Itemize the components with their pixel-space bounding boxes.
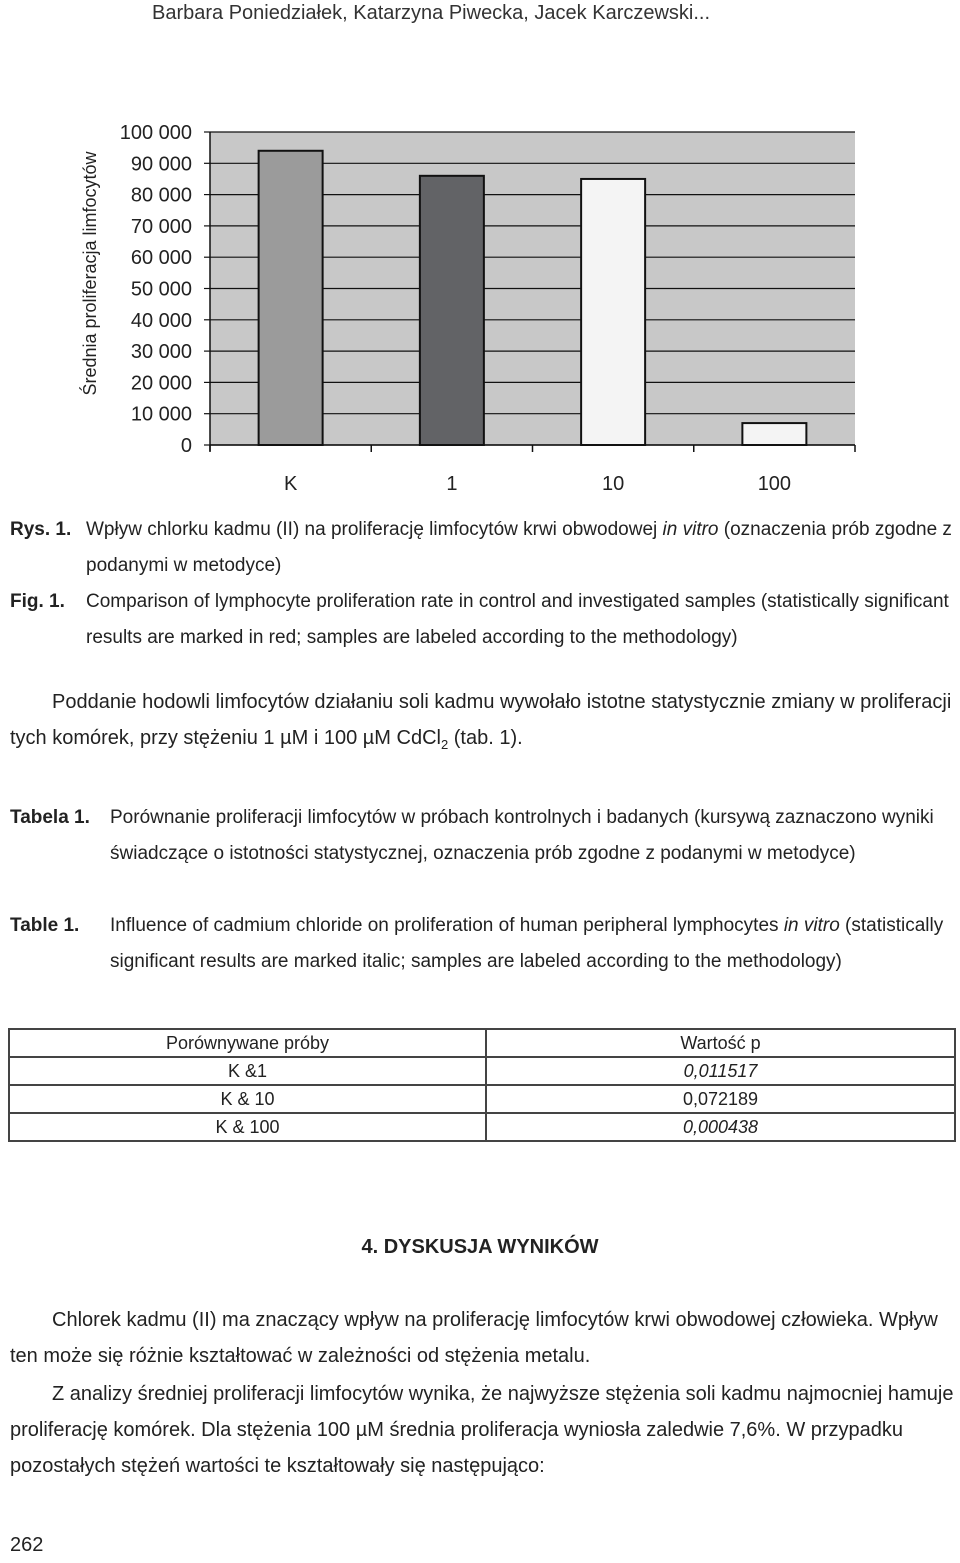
figure-text-pl: Wpływ chlorku kadmu (II) na proliferację limfocytów krwi obwodowej in vitro (oznaczenia prób zgodne z podanymi w metodyce) bbox=[86, 519, 952, 576]
y-tick-label: 100 000 bbox=[119, 122, 192, 144]
table-header-sample: Porównywane próby bbox=[9, 1029, 486, 1057]
table-cell-sample: K &1 bbox=[9, 1057, 486, 1085]
table-caption-en bbox=[10, 908, 955, 980]
table-caption-pl bbox=[10, 800, 955, 872]
bar bbox=[742, 423, 806, 445]
table-label-en: Table 1. bbox=[10, 915, 80, 936]
table-cell-sample: K & 10 bbox=[9, 1085, 486, 1113]
y-tick-label: 40 000 bbox=[130, 309, 192, 332]
figure-caption-pl bbox=[10, 512, 955, 584]
x-tick-label: 100 bbox=[757, 473, 792, 495]
x-tick-label: 10 bbox=[602, 473, 625, 495]
running-header: Barbara Poniedziałek, Katarzyna Piwecka, Jacek Karczewski... bbox=[152, 2, 711, 24]
table-text-pl: Porównanie proliferacji limfocytów w próbach kontrolnych i badanych (kursywą zaznaczono wyniki świadczące o istotności statystycznej, oznaczenia prób zgodne z podanymi w metodyce) bbox=[110, 807, 934, 864]
page-number: 262 bbox=[10, 1534, 44, 1556]
p-value-table bbox=[8, 1028, 956, 1142]
y-axis-label: Średnia proliferacja limfocytów bbox=[80, 151, 100, 396]
table-header-p: Wartość p bbox=[486, 1029, 955, 1057]
y-tick-label: 50 000 bbox=[130, 278, 192, 301]
x-tick-label: 1 bbox=[446, 473, 458, 495]
bar bbox=[420, 176, 484, 445]
table-label-pl: Tabela 1. bbox=[10, 807, 90, 828]
figure-text-en: Comparison of lymphocyte proliferation rate in control and investigated samples (statistically significant results are marked in red; samples are labeled according to the methodology) bbox=[86, 591, 949, 648]
table-cell-p: 0,011517 bbox=[486, 1057, 955, 1085]
y-tick-label: 60 000 bbox=[130, 247, 192, 270]
y-tick-label: 70 000 bbox=[130, 215, 192, 238]
y-tick-label: 30 000 bbox=[130, 341, 192, 364]
bar bbox=[581, 179, 645, 445]
table-row bbox=[9, 1057, 955, 1085]
table-cell-sample: K & 100 bbox=[9, 1113, 486, 1141]
discussion-paragraph-2: Z analizy średniej proliferacji limfocytów wynika, że najwyższe stężenia soli kadmu najmocniej hamuje proliferację komórek. Dla stężenia 100 µM średnia proliferacja wyniosła zaledwie 7,6%. W przypadku pozostałych stężeń wartości te kształtowały się następująco: bbox=[10, 1383, 954, 1477]
table-cell-p: 0,072189 bbox=[486, 1085, 955, 1113]
table-header-row bbox=[9, 1029, 955, 1057]
section-title: 4. DYSKUSJA WYNIKÓW bbox=[361, 1236, 599, 1258]
table-cell-p: 0,000438 bbox=[486, 1113, 955, 1141]
paragraph-results: Poddanie hodowli limfocytów działaniu soli kadmu wywołało istotne statystycznie zmiany w proliferacji tych komórek, przy stężeniu 1 µM i 100 µM CdCl$_2$ (tab. 1). bbox=[10, 691, 952, 752]
figure-label-en: Fig. 1. bbox=[10, 591, 65, 612]
y-tick-label: 0 bbox=[180, 435, 192, 457]
table-row bbox=[9, 1085, 955, 1113]
figure-label-pl: Rys. 1. bbox=[10, 519, 72, 540]
y-tick-label: 20 000 bbox=[130, 372, 192, 395]
y-tick-label: 10 000 bbox=[130, 403, 192, 426]
y-tick-label: 80 000 bbox=[130, 184, 192, 207]
proliferation-bar-chart bbox=[70, 112, 870, 497]
table-row bbox=[9, 1113, 955, 1141]
table-text-en: Influence of cadmium chloride on proliferation of human peripheral lymphocytes in vitro (statistically significant results are marked italic; samples are labeled according to the methodology) bbox=[110, 915, 944, 972]
figure-caption-en bbox=[10, 584, 955, 656]
x-tick-label: K bbox=[283, 473, 298, 495]
y-tick-label: 90 000 bbox=[130, 153, 192, 176]
bar bbox=[259, 151, 323, 445]
discussion-paragraph-1: Chlorek kadmu (II) ma znaczący wpływ na proliferację limfocytów krwi obwodowej człowieka. Wpływ ten może się różnie kształtować w zależności od stężenia metalu. bbox=[10, 1309, 938, 1367]
